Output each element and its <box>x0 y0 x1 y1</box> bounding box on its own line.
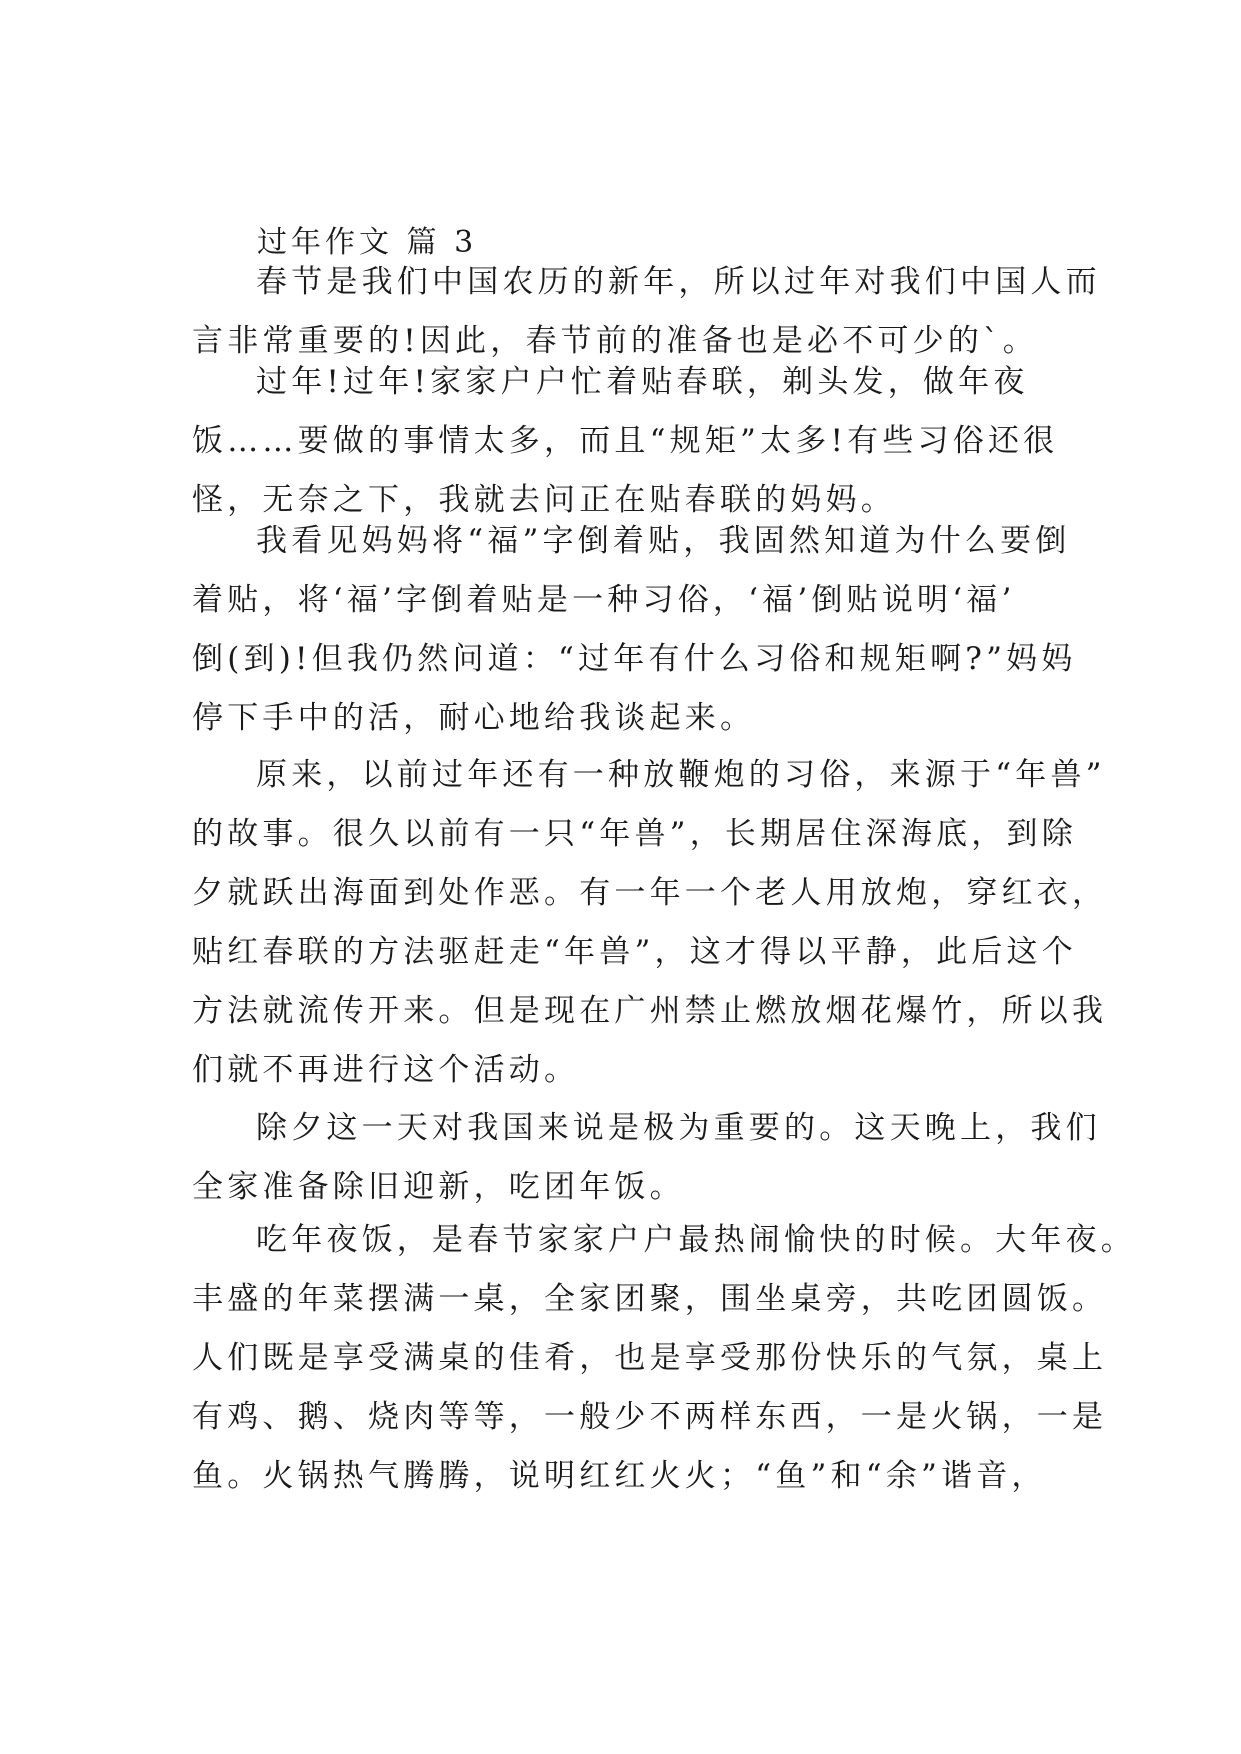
document-title: 过年作文 篇 3 <box>257 225 478 260</box>
text-line: 们就不再进行这个活动。 <box>192 1052 580 1088</box>
text-line: 着贴，将‘福’字倒着贴是一种习俗，‘福’倒贴说明‘福’ <box>192 582 1016 618</box>
text-line: 鱼。火锅热气腾腾，说明红红火火；“鱼”和“余”谐音， <box>192 1458 1047 1494</box>
text-line: 除夕这一天对我国来说是极为重要的。这天晚上，我们 <box>256 1110 1101 1146</box>
text-line: 有鸡、鹅、烧肉等等，一般少不两样东西，一是火锅，一是 <box>192 1399 1108 1435</box>
text-line: 丰盛的年菜摆满一桌，全家团聚，围坐桌旁，共吃团圆饭。 <box>192 1281 1108 1317</box>
paragraph-6 <box>192 1211 1136 1506</box>
text-line: 我看见妈妈将“福”字倒着贴，我固然知道为什么要倒 <box>256 523 1071 559</box>
text-line: 全家准备除旧迎新，吃团年饭。 <box>192 1169 685 1205</box>
text-line: 吃年夜饭，是春节家家户户最热闹愉快的时候。大年夜。 <box>256 1222 1136 1258</box>
text-line: 春节是我们中国农历的新年，所以过年对我们中国人而 <box>256 264 1101 300</box>
paragraph-5 <box>192 1099 1101 1217</box>
paragraph-2 <box>192 353 1059 530</box>
text-line: 饭……要做的事情太多，而且“规矩”太多!有些习俗还很 <box>192 423 1059 459</box>
text-line: 过年!过年!家家户户忙着贴春联，剃头发，做年夜 <box>256 364 1029 400</box>
paragraph-3 <box>192 512 1077 748</box>
paragraph-4 <box>192 746 1108 1100</box>
text-line: 人们既是享受满桌的佳肴，也是享受那份快乐的气氛，桌上 <box>192 1340 1108 1376</box>
text-line: 怪，无奈之下，我就去问正在贴春联的妈妈。 <box>192 482 896 518</box>
text-line: 的故事。很久以前有一只“年兽”，长期居住深海底，到除 <box>192 816 1077 852</box>
text-line: 倒(到)!但我仍然问道：“过年有什么习俗和规矩啊?”妈妈 <box>192 641 1077 677</box>
text-line: 贴红春联的方法驱赶走“年兽”，这才得以平静，此后这个 <box>192 934 1077 970</box>
text-line: 停下手中的活，耐心地给我谈起来。 <box>192 700 756 736</box>
text-line: 言非常重要的!因此，春节前的准备也是必不可少的`。 <box>192 323 1038 359</box>
text-line: 夕就跃出海面到处作恶。有一年一个老人用放炮，穿红衣， <box>192 875 1108 911</box>
text-line: 方法就流传开来。但是现在广州禁止燃放烟花爆竹，所以我 <box>192 993 1108 1029</box>
text-line: 原来，以前过年还有一种放鞭炮的习俗，来源于“年兽” <box>256 757 1106 793</box>
